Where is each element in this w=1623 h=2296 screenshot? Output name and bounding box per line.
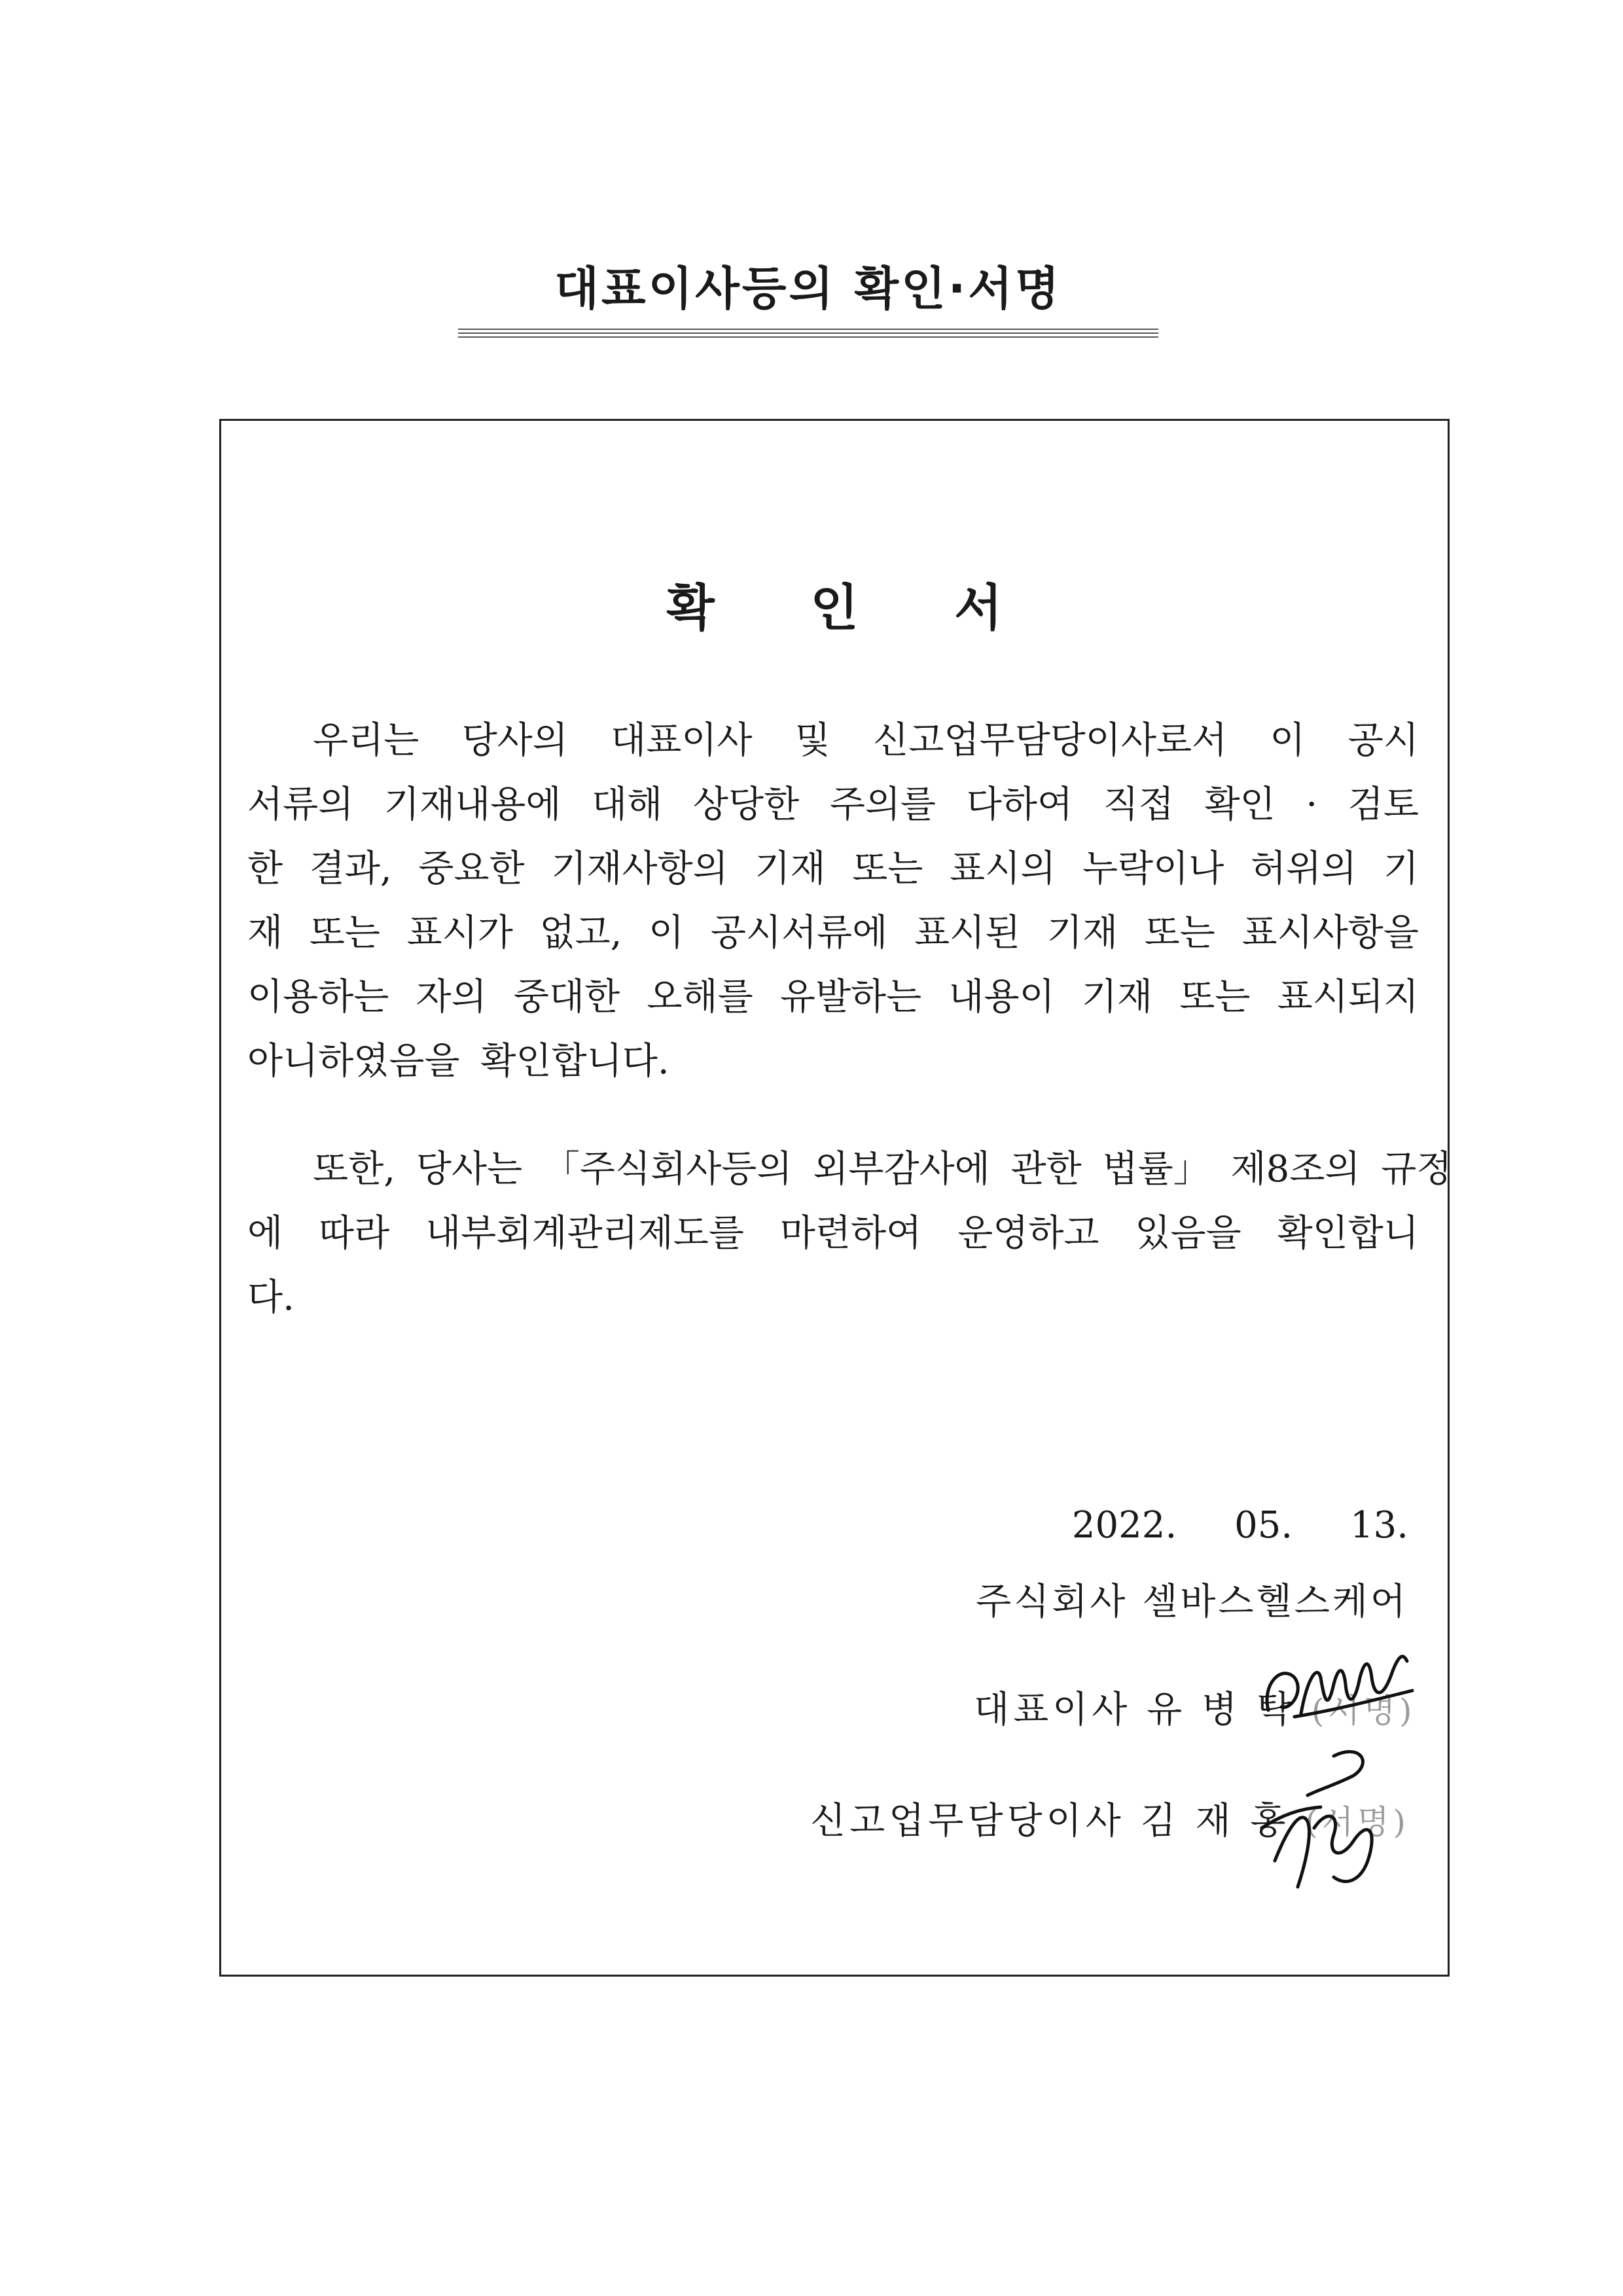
date-month: 05. [1234, 1504, 1293, 1547]
title-underline [458, 329, 1158, 330]
document-title: 대표이사등의 확인·서명 [554, 262, 1062, 315]
company-name: 주식회사 셀바스헬스케어 [976, 1581, 1408, 1623]
paragraph-line: 한 결과, 중요한 기재사항의 기재 또는 표시의 누락이나 허위의 기 [247, 848, 1419, 890]
title-underline [458, 336, 1158, 338]
paragraph-line: 이용하는 자의 중대한 오해를 유발하는 내용이 기재 또는 표시되지 [247, 976, 1419, 1018]
title-underline [458, 332, 1158, 334]
paragraph-1 [247, 709, 1419, 1094]
paragraph-line: 에 따라 내부회계관리제도를 마련하여 운영하고 있음을 확인합니 [247, 1212, 1419, 1255]
paragraph-2 [247, 1138, 1452, 1330]
paragraph-line: 다. [247, 1276, 294, 1319]
signer-title-name: 대표이사 유 병 탁 [974, 1689, 1296, 1731]
seal-label: (서명) [1305, 1803, 1410, 1841]
date-day: 13. [1349, 1504, 1408, 1547]
date [1026, 1504, 1408, 1547]
signer-title-name: 신고업무담당이사 김 재 홍 [810, 1800, 1290, 1842]
paragraph-line: 아니하였음을 확인합니다. [247, 1040, 669, 1083]
paragraph-line: 우리는 당사의 대표이사 및 신고업무담당이사로서 이 공시 [313, 719, 1419, 762]
box-title: 확 인 서 [666, 579, 1042, 637]
paragraph-line: 또한, 당사는 「주식회사등의 외부감사에 관한 법률」 제8조의 규정 [313, 1148, 1452, 1191]
confirmation-box [219, 419, 1450, 1977]
signature-disclosure-officer [1236, 1730, 1406, 1900]
seal-label: (서명) [1311, 1692, 1416, 1730]
paragraph-line: 서류의 기재내용에 대해 상당한 주의를 다하여 직접 확인 · 검토 [247, 783, 1419, 826]
date-year: 2022. [1071, 1504, 1177, 1547]
paragraph-line: 재 또는 표시가 없고, 이 공시서류에 표시된 기재 또는 표시사항을 [247, 912, 1419, 954]
